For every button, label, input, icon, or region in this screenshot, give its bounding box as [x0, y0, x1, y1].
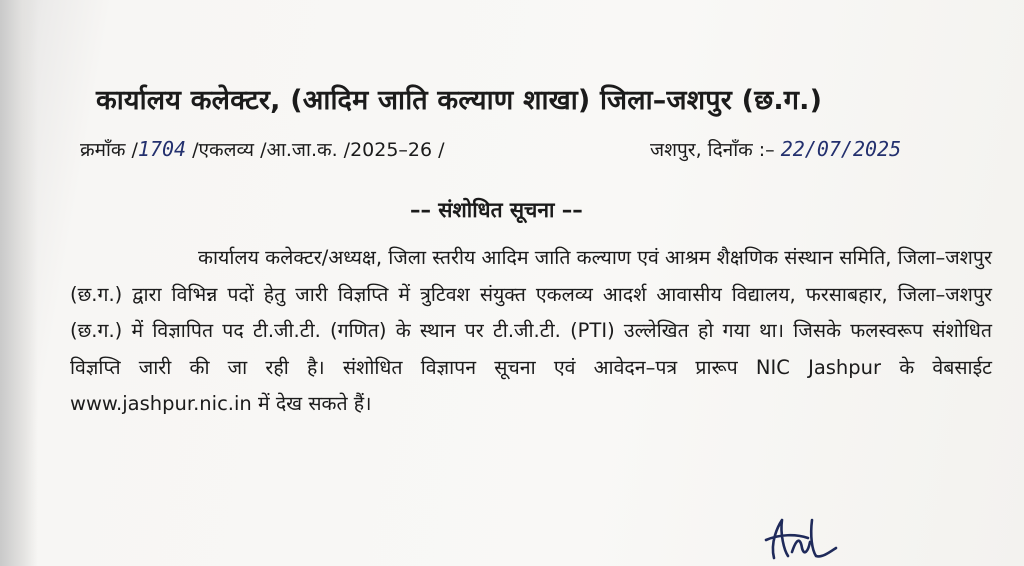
reference-suffix: /एकलव्य /आ.जा.क. /2025–26 / [186, 139, 445, 161]
reference-prefix: क्रमाँक / [80, 139, 138, 161]
date-line [650, 136, 901, 162]
reference-number-line [80, 136, 445, 162]
notice-title: –– संशोधित सूचना –– [410, 198, 583, 222]
date-handwritten: 22/07/2025 [780, 137, 902, 161]
office-heading: कार्यालय कलेक्टर, (आदिम जाति कल्याण शाखा) जिला–जशपुर (छ.ग.) [96, 85, 823, 116]
notice-body-text: कार्यालय कलेक्टर/अध्यक्ष, जिला स्तरीय आदिम जाति कल्याण एवं आश्रम शैक्षणिक संस्थान समिति, जिला–जशपुर (छ.ग.) द्वारा विभिन्न पदों हेतु जारी विज्ञप्ति में त्रुटिवश संयुक्त एकलव्य आदर्श आवासीय विद्यालय, फरसाबहार, जिला–जशपुर (छ.ग.) में विज्ञापित पद टी.जी.टी. (गणित) के स्थान पर टी.जी.टी. (PTI) उल्लेखित हो गया था। जिसके फलस्वरूप संशोधित विज्ञप्ति जारी की जा रही है। संशोधित विज्ञापन सूचना एवं आवेदन–पत्र प्रारूप NIC Jashpur के वेबसाईट www.jashpur.nic.in में देख सकते हैं। [70, 246, 992, 415]
page-edge-shadow [0, 0, 38, 566]
signature-mark [760, 512, 840, 566]
reference-number-handwritten: 1704 [137, 137, 187, 161]
date-label: जशपुर, दिनाँक :– [650, 139, 775, 161]
notice-body [70, 240, 992, 423]
